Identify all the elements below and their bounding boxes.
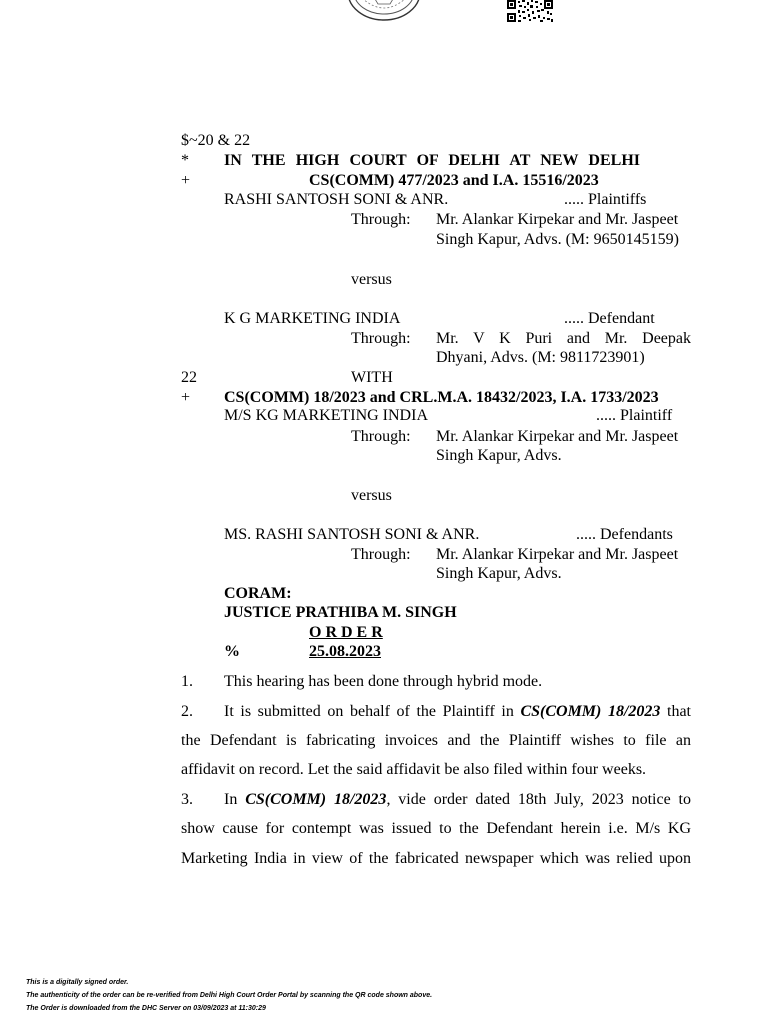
case2-defendant-name: MS. RASHI SANTOSH SONI & ANR. bbox=[224, 526, 480, 543]
case2-defendant-role: ..... Defendants bbox=[576, 526, 673, 543]
case2-plus-marker: + bbox=[181, 389, 191, 406]
case2-plaintiff-role: ..... Plaintiff bbox=[596, 407, 673, 424]
para3-line3: Marketing India in view of the fabricated newspaper which was relied upon bbox=[181, 850, 691, 867]
case2-plaintiff-name: M/S KG MARKETING INDIA bbox=[224, 407, 428, 424]
case2-versus: versus bbox=[351, 487, 392, 504]
case1-plaintiff-role: ..... Plaintiffs bbox=[564, 191, 647, 208]
case1-through-label: Through: bbox=[351, 211, 411, 228]
case2-number: CS(COMM) 18/2023 and CRL.M.A. 18432/2023, I.A. 1733/2023 bbox=[224, 389, 659, 406]
order-heading: O R D E R bbox=[309, 624, 383, 641]
star-marker: * bbox=[181, 152, 189, 169]
case1-defendant-counsel: Mr. V K Puri and Mr. Deepak bbox=[436, 330, 691, 347]
court-seal-icon bbox=[344, 0, 424, 28]
case2-defendant-counsel-2: Singh Kapur, Advs. bbox=[436, 565, 562, 582]
para3-line2: show cause for contempt was issued to the Defendant herein i.e. M/s KG bbox=[181, 820, 691, 837]
footer-authenticity-notice: The authenticity of the order can be re-verified from Delhi High Court Order Portal by scanning the QR code shown above. bbox=[26, 992, 433, 999]
percent-marker: % bbox=[224, 643, 240, 660]
case1-defendant-counsel-2: Dhyani, Advs. (M: 9811723901) bbox=[436, 349, 645, 366]
para3-number: 3. bbox=[181, 791, 193, 808]
para1-number: 1. bbox=[181, 673, 193, 690]
court-title: IN THE HIGH COURT OF DELHI AT NEW DELHI bbox=[224, 152, 640, 169]
case1-defendant-name: K G MARKETING INDIA bbox=[224, 310, 401, 327]
case1-defendant-through-label: Through: bbox=[351, 330, 411, 347]
footer-signed-notice: This is a digitally signed order. bbox=[26, 979, 129, 986]
case1-number: CS(COMM) 477/2023 and I.A. 15516/2023 bbox=[309, 172, 599, 189]
judge-name: JUSTICE PRATHIBA M. SINGH bbox=[224, 604, 457, 621]
case1-versus: versus bbox=[351, 271, 392, 288]
para2-line2: the Defendant is fabricating invoices and the Plaintiff wishes to file an bbox=[181, 732, 691, 749]
footer-download-notice: The Order is downloaded from the DHC Server on 03/09/2023 at 11:30:29 bbox=[26, 1005, 266, 1012]
order-date: 25.08.2023 bbox=[309, 643, 381, 660]
item-number-22: 22 bbox=[181, 369, 197, 386]
case1-defendant-role: ..... Defendant bbox=[564, 310, 655, 327]
case2-defendant-counsel: Mr. Alankar Kirpekar and Mr. Jaspeet bbox=[436, 546, 679, 563]
para1-text: This hearing has been done through hybrid mode. bbox=[224, 673, 543, 690]
para2-line1: It is submitted on behalf of the Plaintiff in CS(COMM) 18/2023 that bbox=[224, 703, 692, 720]
case1-plus-marker: + bbox=[181, 172, 191, 189]
para3-line1: In CS(COMM) 18/2023, vide order dated 18th July, 2023 notice to bbox=[224, 791, 691, 808]
case2-plaintiff-counsel: Mr. Alankar Kirpekar and Mr. Jaspeet bbox=[436, 428, 679, 445]
case2-through-label: Through: bbox=[351, 428, 411, 445]
list-marker: $~20 & 22 bbox=[181, 132, 251, 149]
case1-plaintiff-name: RASHI SANTOSH SONI & ANR. bbox=[224, 191, 449, 208]
para2-number: 2. bbox=[181, 703, 193, 720]
case1-plaintiff-counsel-2: Singh Kapur, Advs. (M: 9650145159) bbox=[436, 231, 679, 248]
qr-code-icon bbox=[507, 0, 553, 22]
case2-defendant-through-label: Through: bbox=[351, 546, 411, 563]
with-label: WITH bbox=[351, 369, 393, 386]
case1-plaintiff-counsel: Mr. Alankar Kirpekar and Mr. Jaspeet bbox=[436, 211, 679, 228]
case2-plaintiff-counsel-2: Singh Kapur, Advs. bbox=[436, 447, 562, 464]
para2-line3: affidavit on record. Let the said affidavit be also filed within four weeks. bbox=[181, 761, 647, 778]
coram-label: CORAM: bbox=[224, 585, 292, 602]
